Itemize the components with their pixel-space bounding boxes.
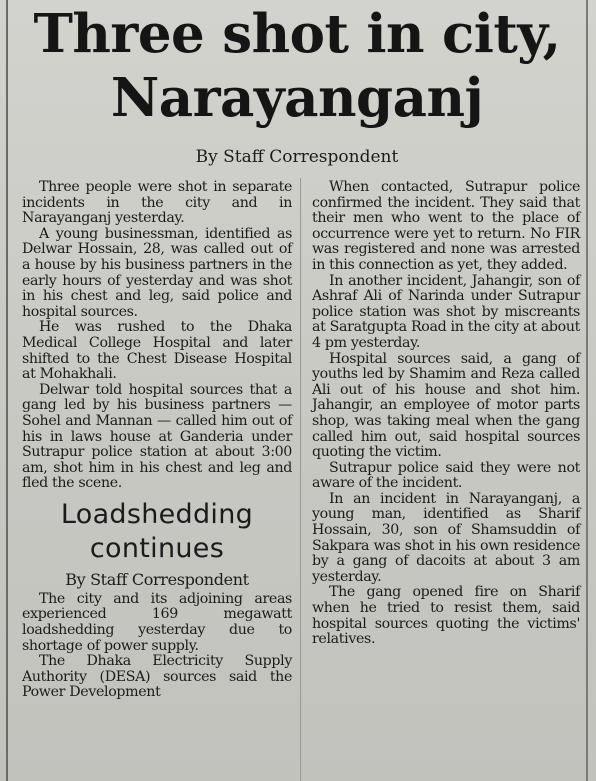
paragraph: Sutrapur police said they were not aware of the incident. [312,459,580,492]
paragraph: Three people were shot in separate incidents in the city and in Narayanganj yesterday. [22,179,292,227]
paragraph: A young businessman, identified as Delwar Hossain, 28, was called out of a house by his business partners in the early hours of yesterday and was shot in his chest and leg, said police and hospital sources. [22,225,292,320]
right-column [312,180,580,648]
headline-line-2: Narayanganj [110,67,484,129]
paragraph: In an incident in Narayanganj, a young man, identified as Sharif Hossain, 30, son of Shamsuddin of Sakpara was shot in his own residence by a gang of dacoits at about 3 am yesterday. [312,490,580,585]
paragraph: The Dhaka Electricity Supply Authority (DESA) sources said the Power Development [22,653,292,701]
headline-line-1: Three shot in city, [33,3,561,65]
sub-article-title-line-1: Loadshedding [60,498,254,530]
sub-article-byline: By Staff Correspondent [65,569,249,589]
paragraph: When contacted, Sutrapur police confirmed the incident. They said that their men who went to the place of occurrence were yet to return. No FIR was registered and none was arrested in this connection as yet, they added. [312,179,580,273]
left-column [22,180,292,701]
paragraph: Delwar told hospital sources that a gang led by his business partners — Sohel and Mannan — called him out of his in laws house at Ganderia under Sutrapur police station at about 3:00 am, shot him in his chest and leg and fled the scene. [22,381,292,492]
paragraph: The gang opened fire on Sharif when he tried to resist them, said hospital sources quoting the victims' relatives. [312,584,580,648]
byline: By Staff Correspondent [195,147,399,167]
sub-article-title [22,498,292,566]
headline [10,2,584,130]
paragraph: He was rushed to the Dhaka Medical College Hospital and later shifted to the Chest Disease Hospital at Mohakhali. [22,319,292,383]
paragraph: In another incident, Jahangir, son of Ashraf Ali of Narinda under Sutrapur police station was shot by miscreants at Saratgupta Road in the city at about 4 pm yesterday. [312,272,580,351]
column-divider [300,178,301,781]
sub-article-title-line-2: continues [89,532,225,564]
paragraph: Hospital sources said, a gang of youths led by Shamim and Reza called Ali out of his house and shot him. Jahangir, an employee of motor parts shop, was taking meal when the gang called him out, said hospital sources quoting the victim. [312,350,580,461]
column-rule-right [586,0,588,781]
column-rule-left [6,0,8,781]
paragraph: The city and its adjoining areas experienced 169 megawatt loadshedding yesterday due to shortage of power supply. [22,590,292,654]
